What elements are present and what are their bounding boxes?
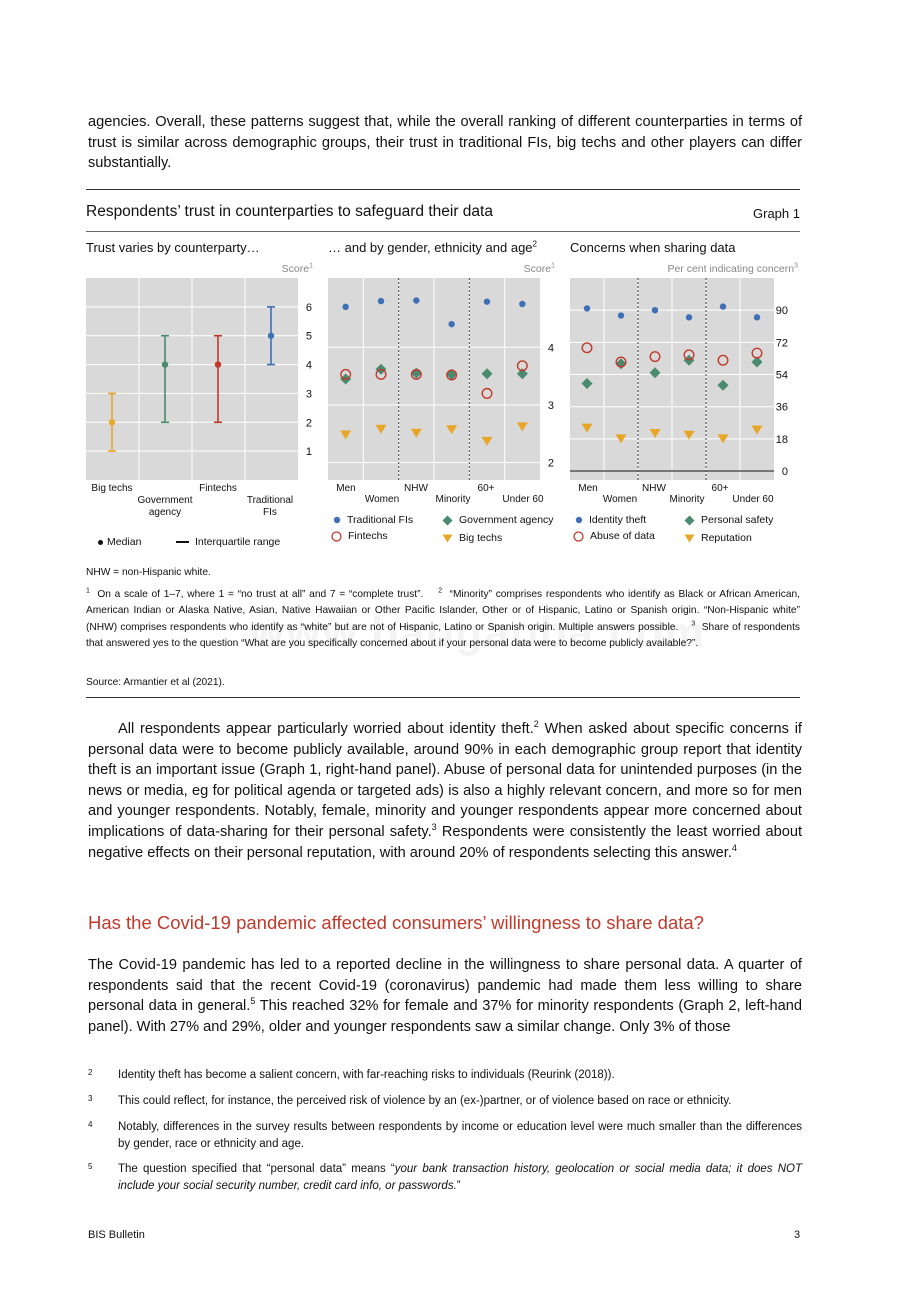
body-paragraph-2: The Covid-19 pandemic has led to a reported decline in the willingness to share personal data. A quarter of respondents said that the recent Covid-19 (coronavirus) pandemic had made them less willing to share personal data in general.$^5$ This reached 32% for female and 37% for minority respondents (Graph 2, left-hand panel). With 27% and 29%, older and younger respondents saw a similar change. Only 3% of those [88, 957, 802, 1035]
legend-iqr: Interquartile range [176, 536, 280, 548]
green-diamond-icon [442, 515, 453, 526]
panel-middle-unit: Score$^1$ [523, 262, 555, 275]
panel-middle-title: … and by gender, ethnicity and age$^2$ [328, 239, 537, 255]
y-tick-label: 0 [781, 466, 788, 479]
panel-left-unit: Score$^1$ [281, 262, 313, 275]
right-xlabel-women: Women [602, 494, 638, 505]
mid-xlabel-nhw: NHW [404, 483, 428, 494]
y-tick-label: 3 [547, 399, 554, 412]
y-tick-label: 18 [775, 433, 788, 446]
data-point [413, 297, 419, 303]
median-dot [162, 361, 168, 367]
data-point [652, 307, 658, 313]
y-tick-label: 36 [775, 401, 788, 414]
data-point [448, 321, 454, 327]
orange-triangle-icon [442, 534, 453, 543]
y-tick-label: 54 [775, 369, 788, 382]
median-dot [109, 419, 115, 425]
y-tick-label: 2 [305, 417, 312, 430]
left-xlabel-fintechs: Fintechs [199, 483, 237, 494]
mid-xlabel-women: Women [364, 494, 400, 505]
legend-big-techs: Big techs [442, 532, 502, 544]
section-heading: Has the Covid-19 pandemic affected consumers’ willingness to share data? [88, 912, 704, 933]
graph-notes: $^1$ On a scale of 1–7, where 1 = “no trust at all” and 7 = “complete trust”. $^2$ “Minority” comprises respondents who identify as Black or African American, American Indian or Alaska Native, Asian, Native Hawaiian or Other Pacific Islander, Other or of Hispanic, Latino or Spanish origin. “Non-Hispanic white” (NHW) comprises respondents who identify as “white” but are not of Hispanic, Latino or Spanish origin. Multiple answers possible. $^3$ Share of respondents that answered yes to the question “What are you specifically concerned about if your personal data were to become publicly available?”. [86, 587, 800, 650]
red-ring-icon [331, 531, 342, 542]
y-tick-label: 5 [305, 330, 312, 343]
red-ring-icon [573, 531, 584, 542]
median-dot [215, 361, 221, 367]
y-tick-label: 2 [547, 457, 554, 470]
left-xlabel-traditional-fis: Traditional FIs [246, 495, 294, 518]
chart-middle [328, 278, 558, 480]
green-diamond-icon [684, 515, 695, 526]
y-tick-label: 72 [775, 337, 788, 350]
left-xlabel-big-techs: Big techs [91, 483, 133, 494]
legend-traditional-fis: Traditional FIs [333, 514, 413, 526]
right-xlabel-nhw: NHW [642, 483, 666, 494]
data-point [378, 298, 384, 304]
body-paragraph-1: All respondents appear particularly worried about identity theft.$^2$ When asked about specific concerns if personal data were to become publicly available, around 90% in each demographic group report that identity theft is an important issue (Graph 1, right-hand panel). Abuse of personal data for unintended purposes (in the news or media, eg for political agenda or targeted ads) is also a highly relevant concern, and more so for men and younger respondents. Notably, female, minority and younger respondents appear more concerned about implications of data-sharing for their personal safety.$^3$ Respondents were consistently the least worried about negative effects on their personal reputation, with around 20% of respondents selecting this answer.$^4$ [88, 719, 802, 861]
mid-xlabel-60plus: 60+ [477, 483, 495, 494]
left-xlabel-government-agency: Government agency [137, 495, 193, 518]
right-xlabel-minority: Minority [669, 494, 705, 505]
y-tick-label: 4 [305, 359, 312, 372]
footer-publication: BIS Bulletin [88, 1229, 145, 1241]
y-tick-label: 1 [305, 446, 312, 459]
iqr-line-icon [176, 541, 189, 543]
data-point [584, 305, 590, 311]
data-point [686, 314, 692, 320]
graph-source: Source: Armantier et al (2021). [86, 677, 225, 688]
mid-xlabel-minority: Minority [435, 494, 471, 505]
data-point [519, 301, 525, 307]
legend-identity-theft: Identity theft [575, 514, 646, 526]
legend-median: Median [98, 536, 141, 548]
blue-dot-icon [333, 516, 341, 524]
legend-abuse-of-data: Abuse of data [573, 530, 655, 542]
right-xlabel-60plus: 60+ [711, 483, 729, 494]
data-point [720, 303, 726, 309]
y-tick-label: 4 [547, 342, 554, 355]
data-point [484, 298, 490, 304]
y-tick-label: 90 [775, 305, 788, 318]
panel-right-unit: Per cent indicating concern$^3$ [667, 262, 798, 275]
data-point [618, 312, 624, 318]
chart-left [86, 278, 316, 480]
note-nhw: NHW = non-Hispanic white. [86, 567, 211, 578]
right-xlabel-under-60: Under 60 [732, 494, 774, 505]
legend-personal-safety: Personal safety [684, 514, 773, 526]
graph-title: Respondents’ trust in counterparties to safeguard their data [86, 203, 493, 220]
graph-number: Graph 1 [753, 206, 800, 221]
median-dot [268, 333, 274, 339]
panel-right-title: Concerns when sharing data [570, 240, 736, 255]
legend-fintechs: Fintechs [331, 530, 388, 542]
footer-page-number: 3 [794, 1229, 801, 1241]
data-point [342, 304, 348, 310]
right-xlabel-men: Men [578, 483, 598, 494]
y-tick-label: 3 [305, 388, 312, 401]
y-tick-label: 6 [305, 301, 312, 314]
graph-top-rule [86, 189, 800, 190]
data-point [754, 314, 760, 320]
orange-triangle-icon [684, 534, 695, 543]
median-dot-icon [98, 540, 103, 545]
watermark [250, 608, 706, 658]
mid-xlabel-men: Men [336, 483, 356, 494]
blue-dot-icon [575, 516, 583, 524]
legend-reputation: Reputation [684, 532, 752, 544]
intro-paragraph: agencies. Overall, these patterns suggest that, while the overall ranking of different counterparties in terms of trust is similar across demographic groups, their trust in traditional FIs, big techs and other players can differ substantially. [88, 114, 802, 172]
panel-left-title: Trust varies by counterparty… [86, 240, 260, 255]
legend-government-agency: Government agency [442, 514, 554, 526]
graph-bottom-rule [86, 697, 800, 698]
graph-title-rule [86, 231, 800, 232]
chart-right [570, 278, 800, 480]
mid-xlabel-under-60: Under 60 [502, 494, 544, 505]
